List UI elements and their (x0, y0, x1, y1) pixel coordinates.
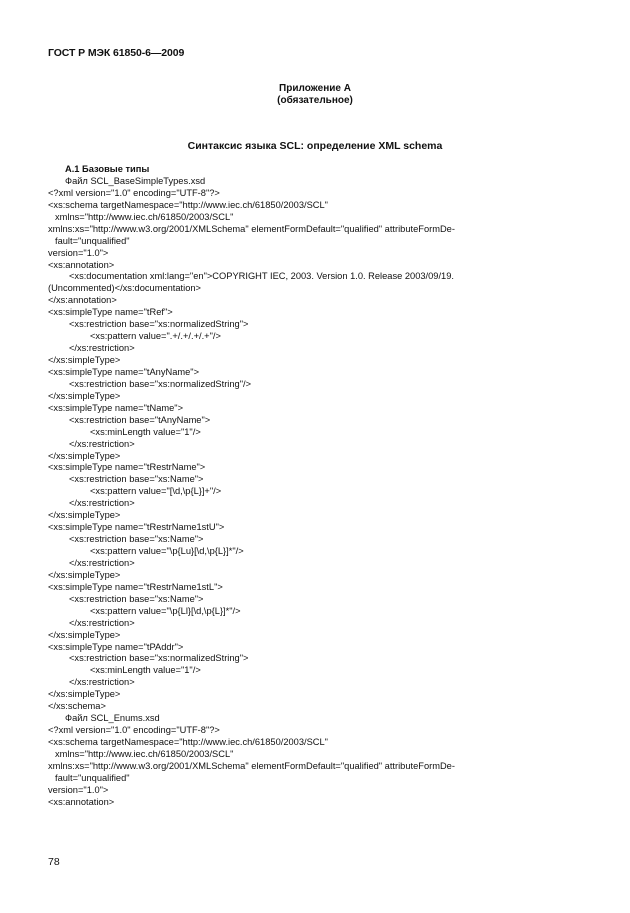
code-line: <xs:documentation xml:lang="en">COPYRIGHT IEC, 2003. Version 1.0. Release 2003/09/19. (69, 271, 454, 282)
code-line: <xs:restriction base="tAnyName"> (69, 414, 211, 425)
code-line: <xs:pattern value="[\d,\p{L}]+"/> (90, 486, 222, 497)
code-line: </xs:schema> (48, 701, 106, 712)
code-line: <xs:schema targetNamespace="http://www.iec.ch/61850/2003/SCL" (48, 199, 328, 210)
code-line: <xs:simpleType name="tRestrName"> (48, 462, 206, 473)
code-line: version="1.0"> (48, 784, 109, 795)
xsd-code-listing (48, 164, 548, 809)
code-line: <xs:restriction base="xs:Name"> (69, 534, 204, 545)
code-line: <xs:minLength value="1"/> (90, 426, 201, 437)
code-line: <xs:pattern value="\p{Lu}[\d,\p{L}]*"/> (90, 546, 244, 556)
code-line: </xs:restriction> (69, 498, 135, 509)
code-line: Файл SCL_Enums.xsd (65, 713, 160, 724)
code-line: <xs:schema targetNamespace="http://www.iec.ch/61850/2003/SCL" (48, 737, 328, 747)
code-line: </xs:simpleType> (48, 569, 121, 580)
code-line: <xs:simpleType name="tRestrName1stU"> (48, 522, 225, 533)
code-line: xmlns="http://www.iec.ch/61850/2003/SCL" (55, 748, 234, 759)
code-line: <xs:restriction base="xs:normalizedString"> (69, 319, 249, 330)
code-line: <?xml version="1.0" encoding="UTF-8"?> (48, 187, 220, 198)
code-line: <xs:simpleType name="tAnyName"> (48, 366, 200, 377)
code-line: <xs:simpleType name="tRef"> (48, 307, 173, 318)
code-line: <?xml version="1.0" encoding="UTF-8"?> (48, 725, 220, 736)
code-line: fault="unqualified" (55, 772, 130, 783)
code-line: <xs:pattern value="\p{Ll}[\d,\p{L}]*"/> (90, 605, 241, 616)
code-line: Файл SCL_BaseSimpleTypes.xsd (65, 175, 206, 186)
code-line: <xs:restriction base="xs:Name"> (69, 474, 204, 485)
section-heading: А.1 Базовые типы (65, 164, 150, 174)
code-line: </xs:simpleType> (48, 629, 121, 640)
code-line: <xs:simpleType name="tRestrName1stL"> (48, 581, 223, 592)
code-line: <xs:pattern value=".+/.+/.+/.+"/> (90, 331, 221, 342)
code-line: fault="unqualified" (55, 235, 130, 246)
code-line: </xs:restriction> (69, 557, 135, 568)
code-line: </xs:restriction> (69, 438, 135, 449)
code-line: </xs:simpleType> (48, 510, 121, 521)
standard-designation: ГОСТ Р МЭК 61850-6—2009 (48, 47, 185, 59)
code-line: </xs:restriction> (69, 343, 135, 354)
annex-label: Приложение А (279, 83, 351, 94)
code-line: <xs:annotation> (48, 259, 115, 270)
code-line: version="1.0"> (48, 247, 109, 258)
code-line: <xs:annotation> (48, 796, 115, 807)
page-number: 78 (48, 856, 60, 868)
code-line: </xs:simpleType> (48, 450, 121, 461)
code-line: </xs:simpleType> (48, 355, 121, 365)
code-line: <xs:restriction base="xs:normalizedString"/> (69, 378, 252, 389)
code-line: xmlns:xs="http://www.w3.org/2001/XMLSchema" elementFormDefault="qualified" attributeFormDe- (48, 223, 455, 234)
code-line: <xs:restriction base="xs:normalizedString"> (69, 653, 249, 664)
annex-status: (обязательное) (277, 95, 353, 106)
code-line: xmlns="http://www.iec.ch/61850/2003/SCL" (55, 211, 234, 222)
code-line: </xs:restriction> (69, 617, 135, 628)
code-line: </xs:simpleType> (48, 689, 121, 700)
annex-title: Синтаксис языка SCL: определение XML schema (187, 140, 443, 152)
annex-heading (0, 83, 630, 107)
code-line: <xs:minLength value="1"/> (90, 665, 201, 676)
code-line: <xs:simpleType name="tName"> (48, 402, 184, 413)
code-line: (Uncommented)</xs:documentation> (48, 283, 201, 294)
code-line: <xs:simpleType name="tPAddr"> (48, 641, 184, 652)
code-line: </xs:simpleType> (48, 390, 121, 401)
code-line: </xs:annotation> (48, 295, 117, 306)
code-line: xmlns:xs="http://www.w3.org/2001/XMLSchema" elementFormDefault="qualified" attributeFormDe- (48, 760, 455, 771)
code-line: </xs:restriction> (69, 677, 135, 688)
code-line: <xs:restriction base="xs:Name"> (69, 593, 204, 604)
